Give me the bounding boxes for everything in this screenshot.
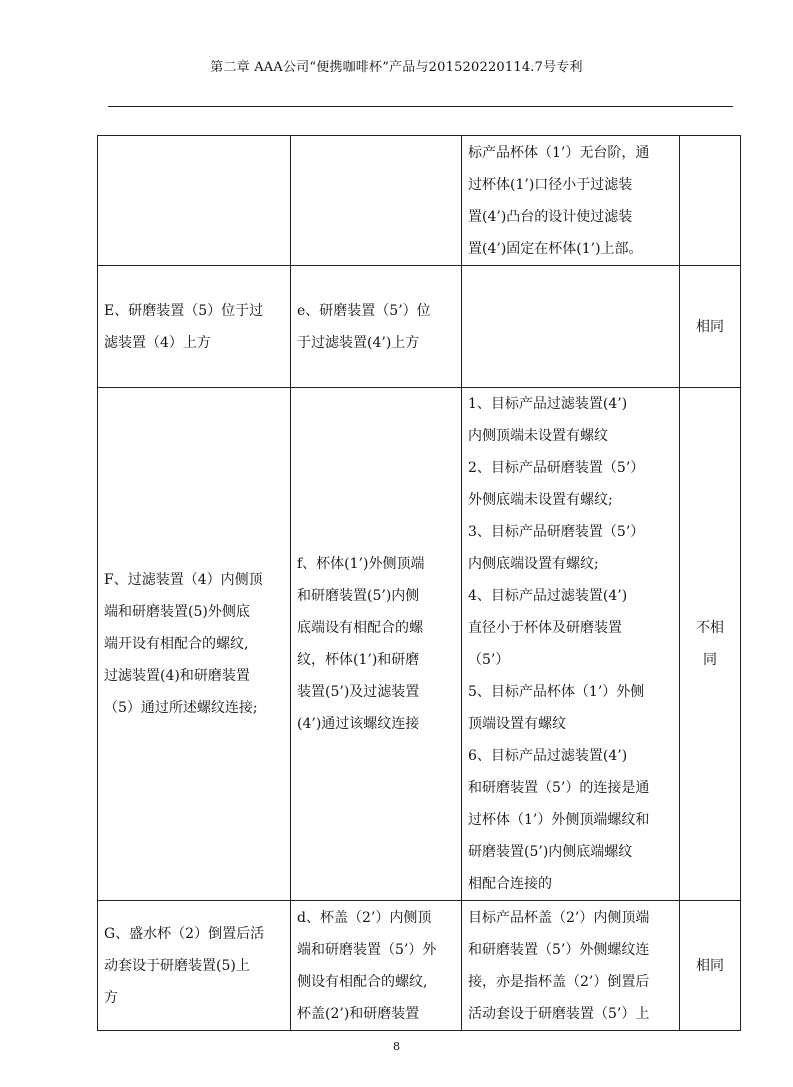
cell-text-line: 内侧顶端未设置有螺纹 [468,428,608,444]
table-body [98,136,741,1031]
cell-text-line: 活动套设于研磨装置（5’）上 [468,1005,650,1022]
cell-text-line: f、杯体(1’)外侧顶端 [297,556,425,572]
cell-text-line: 和研磨装置（5’）的连接是通 [468,780,650,796]
cell-text-line: 内侧底端设置有螺纹; [468,556,599,572]
result-cell [680,901,741,1031]
cell-text-line: E、研磨装置（5）位于过 [104,302,264,319]
feature-cell [98,901,291,1031]
cell-text-line: 不相 [696,620,724,636]
table-row [98,136,741,266]
cell-text-line: (4’)通过该螺纹连接 [297,716,420,732]
cell-text-line: 2、目标产品研磨装置（5’） [468,460,645,476]
cell-text-line: （5’） [468,652,510,668]
cell-text-line: 过杯体（1’）外侧顶端螺纹和 [468,812,650,828]
cell-text-line: 端和研磨装置（5’）外 [297,941,437,958]
result-cell [680,136,741,266]
cell-text-line: 1、目标产品过滤装置(4’) [468,396,628,412]
cell-text-line: （5）通过所述螺纹连接; [104,700,258,716]
target-feature-cell [291,136,462,266]
feature-cell [98,136,291,266]
cell-text-line: 3、目标产品研磨装置（5’） [468,524,645,540]
comparison-table [97,135,741,1031]
cell-text-line: 侧设有相配合的螺纹, [297,973,428,990]
cell-text-line: 于过滤装置(4’)上方 [297,334,420,351]
cell-text-line: 端和研磨装置(5)外侧底 [104,604,250,620]
target-feature-cell [291,388,462,901]
cell-text-line: 直径小于杯体及研磨装置 [468,620,622,636]
cell-text-line: 杯盖(2’)和研磨装置 [297,1005,420,1022]
cell-text-line: 过滤装置(4)和研磨装置 [104,668,250,684]
feature-cell [98,266,291,388]
cell-text-line: 纹，杯体(1’)和研磨 [297,652,420,668]
cell-text-line: 相配合连接的 [468,876,552,892]
cell-text-line: 研磨装置(5’)内侧底端螺纹 [468,844,633,860]
difference-cell [462,136,680,266]
table-row [98,388,741,901]
difference-cell [462,901,680,1031]
cell-text-line: 装置(5’)及过滤装置 [297,684,420,700]
feature-cell [98,388,291,901]
cell-text-line: 动套设于研磨装置(5)上 [104,957,250,974]
table-row [98,901,741,1031]
cell-text-line: 5、目标产品杯体（1’）外侧 [468,684,645,700]
cell-text-line: 和研磨装置（5’）外侧螺纹连 [468,941,650,958]
cell-text-line: 相同 [696,957,724,974]
cell-text-line: 标产品杯体（1’）无台阶，通 [468,144,650,161]
cell-text-line: d、杯盖（2’）内侧顶 [297,909,432,926]
cell-text-line: G、盛水杯（2）倒置后活 [104,925,265,942]
table-row [98,266,741,388]
page-header: 第二章 AAA公司“便携咖啡杯”产品与201520220114.7号专利 [210,60,583,75]
cell-text-line: 目标产品杯盖（2’）内侧顶端 [468,909,650,926]
cell-text-line: 4、目标产品过滤装置(4’) [468,588,628,604]
cell-text-line: 和研磨装置(5’)内侧 [297,588,420,604]
header-rule [108,106,733,107]
cell-text-line: 底端设有相配合的螺 [297,620,423,636]
cell-text-line: 过杯体(1’)口径小于过滤装 [468,176,633,193]
result-cell [680,388,741,901]
cell-text-line: 外侧底端未设置有螺纹; [468,492,613,508]
target-feature-cell [291,901,462,1031]
cell-text-line: e、研磨装置（5’）位 [297,302,431,319]
cell-text-line: 端开设有相配合的螺纹, [104,636,249,652]
cell-text-line: F、过滤装置（4）内侧顶 [104,572,263,588]
cell-text-line: 6、目标产品过滤装置(4’) [468,748,628,764]
cell-text-line: 同 [703,652,717,668]
target-feature-cell [291,266,462,388]
difference-cell [462,266,680,388]
cell-text-line: 滤装置（4）上方 [104,334,211,351]
cell-text-line: 置(4’)凸台的设计使过滤装 [468,208,633,225]
difference-cell [462,388,680,901]
page-number: 8 [393,1040,400,1053]
cell-text-line: 顶端设置有螺纹 [468,716,566,732]
cell-text-line: 置(4’)固定在杯体(1’)上部。 [468,240,643,257]
cell-text-line: 相同 [696,318,724,335]
cell-text-line: 方 [104,989,118,1006]
cell-text-line: 接，亦是指杯盖（2’）倒置后 [468,973,650,990]
result-cell [680,266,741,388]
